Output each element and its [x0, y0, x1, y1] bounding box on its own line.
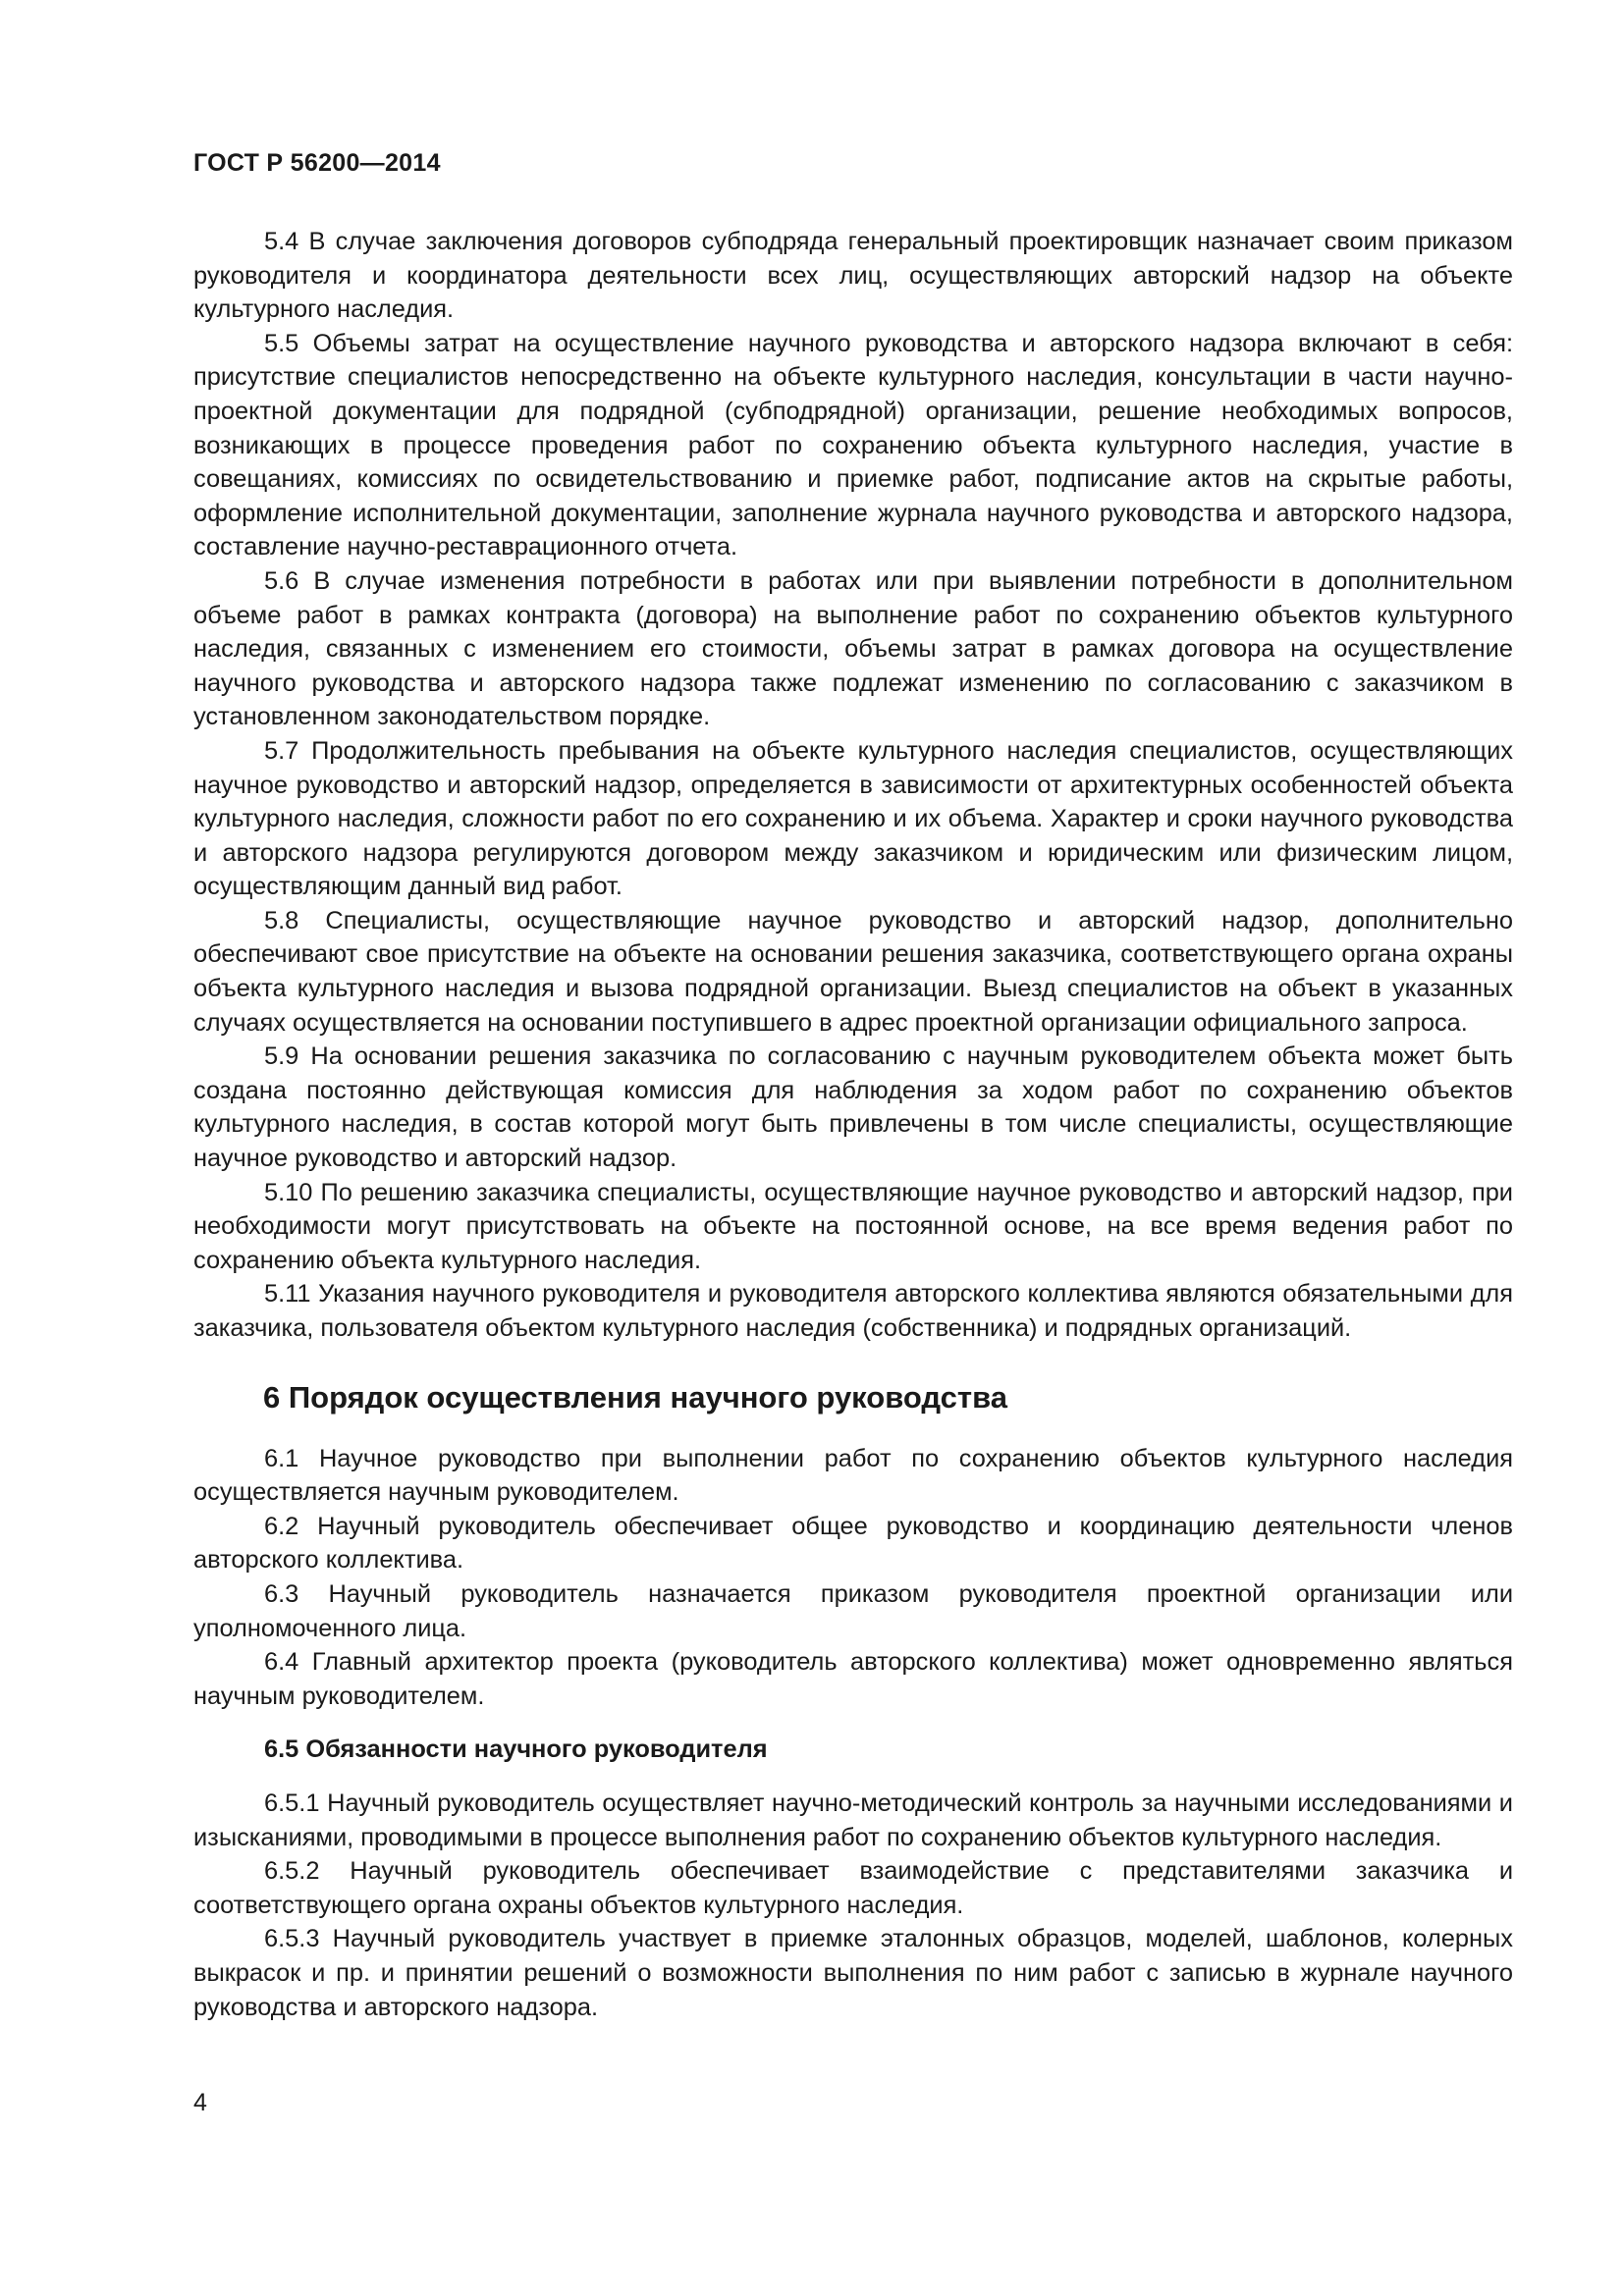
paragraph-5-8: 5.8 Специалисты, осуществляющие научное руководство и авторский надзор, дополнительно обеспечивают свое присутствие на объекте на основании решения заказчика, соответствующего органа охраны объекта культурного наследия и вызова подрядной организации. Выезд специалистов на объект в указанных случаях осуществляется на основании поступившего в адрес проектной организации официального запроса. — [193, 906, 1513, 1037]
section-6-heading: 6 Порядок осуществления научного руководства — [263, 1379, 1007, 1415]
page-content — [193, 225, 1513, 2024]
paragraph-6-1: 6.1 Научное руководство при выполнении работ по сохранению объектов культурного наследия осуществляется научным руководителем. — [193, 1444, 1513, 1507]
page-number: 4 — [193, 2089, 207, 2116]
paragraph-5-4: 5.4 В случае заключения договоров субподряда генеральный проектировщик назначает своим приказом руководителя и координатора деятельности всех лиц, осуществляющих авторский надзор на объекте культурного наследия. — [193, 228, 1513, 324]
paragraph-5-5: 5.5 Объемы затрат на осуществление научного руководства и авторского надзора включают в себя: присутствие специалистов непосредственно на объекте культурного наследия, консультации в части научно-проектной документации для подрядной (субподрядной) организации, решение необходимых вопросов, возникающих в процессе проведения работ по сохранению объекта культурного наследия, участие в совещаниях, комиссиях по освидетельствованию и приемке работ, подписание актов на скрытые работы, оформление исполнительной документации, заполнение журнала научного руководства и авторского надзора, составление научно-реставрационного отчета. — [193, 329, 1513, 561]
paragraph-6-4: 6.4 Главный архитектор проекта (руководитель авторского коллектива) может одновременно являться научным руководителем. — [193, 1648, 1513, 1710]
paragraph-5-6: 5.6 В случае изменения потребности в работах или при выявлении потребности в дополнительном объеме работ в рамках контракта (договора) на выполнение работ по сохранению объектов культурного наследия, связанных с изменением его стоимости, объемы затрат в рамках договора на осуществление научного руководства и авторского надзора также подлежат изменению по согласованию с заказчиком в установленном законодательством порядке. — [193, 566, 1513, 731]
paragraph-6-5-2: 6.5.2 Научный руководитель обеспечивает взаимодействие с представителями заказчика и соответствующего органа охраны объектов культурного наследия. — [193, 1857, 1513, 1919]
paragraph-5-7: 5.7 Продолжительность пребывания на объекте культурного наследия специалистов, осуществляющих научное руководство и авторский надзор, определяется в зависимости от архитектурных особенностей объекта культурного наследия, сложности работ по его сохранению и их объема. Характер и сроки научного руководства и авторского надзора регулируются договором между заказчиком и юридическим или физическим лицом, осуществляющим данный вид работ. — [193, 736, 1513, 901]
paragraph-6-5-1: 6.5.1 Научный руководитель осуществляет научно-методический контроль за научными исследованиями и изысканиями, проводимыми в процессе выполнения работ по сохранению объектов культурного наследия. — [193, 1789, 1513, 1851]
paragraph-6-3: 6.3 Научный руководитель назначается приказом руководителя проектной организации или уполномоченного лица. — [193, 1579, 1513, 1642]
paragraph-5-9: 5.9 На основании решения заказчика по согласованию с научным руководителем объекта может быть создана постоянно действующая комиссия для наблюдения за ходом работ по сохранению объектов культурного наследия, в состав которой могут быть привлечены в том числе специалисты, осуществляющие научное руководство и авторский надзор. — [193, 1042, 1513, 1173]
paragraph-5-10: 5.10 По решению заказчика специалисты, осуществляющие научное руководство и авторский надзор, при необходимости могут присутствовать на объекте на постоянной основе, на все время ведения работ по сохранению объекта культурного наследия. — [193, 1178, 1513, 1274]
subsection-6-5-heading: 6.5 Обязанности научного руководителя — [264, 1735, 768, 1764]
paragraph-5-11: 5.11 Указания научного руководителя и руководителя авторского коллектива являются обязательными для заказчика, пользователя объектом культурного наследия (собственника) и подрядных организаций. — [193, 1280, 1513, 1342]
standard-code-header: ГОСТ Р 56200—2014 — [193, 149, 441, 177]
paragraph-6-5-3: 6.5.3 Научный руководитель участвует в приемке эталонных образцов, моделей, шаблонов, колерных выкрасок и пр. и принятии решений о возможности выполнения по ним работ с записью в журнале научного руководства и авторского надзора. — [193, 1925, 1513, 2021]
paragraph-6-2: 6.2 Научный руководитель обеспечивает общее руководство и координацию деятельности членов авторского коллектива. — [193, 1512, 1513, 1575]
